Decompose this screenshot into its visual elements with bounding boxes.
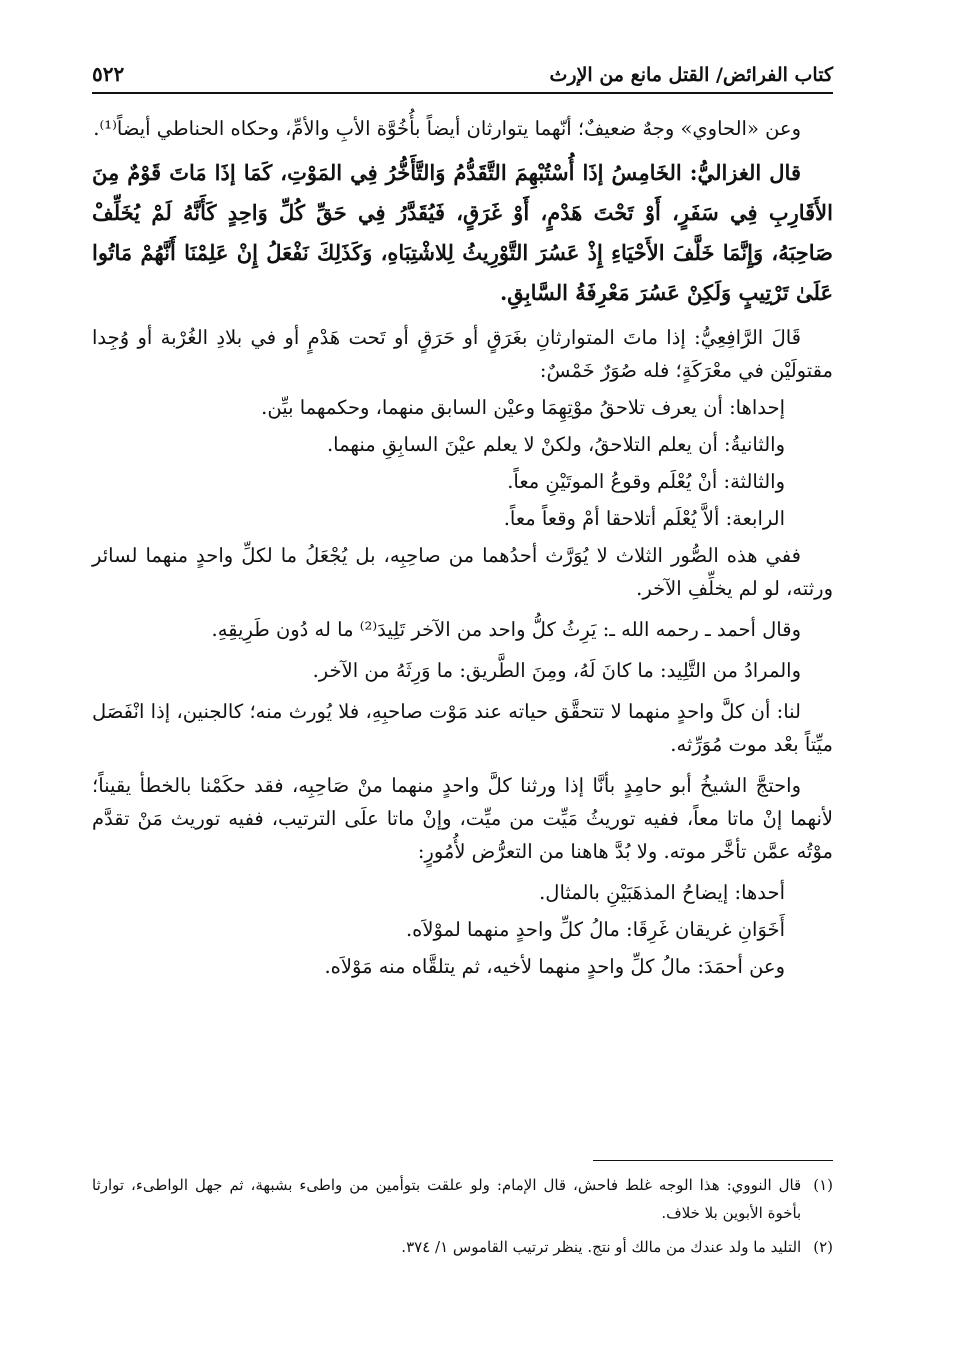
- footnote-marker: (٢): [813, 1238, 833, 1256]
- paragraph-our-argument: لنا: أن كلَّ واحدٍ منهما لا تتحقَّق حياته عند مَوْت صاحبِهِ، فلا يُورث منه؛ كالجنين، إذا انْفَصَل ميِّتاً بعْد موت مُوَرِّثه.: [92, 700, 833, 756]
- paragraph-talid-definition: والمرادُ من التَّلِيد: ما كانَ لَهُ، ومِنَ الطَّريق: ما وَرِثَهُ من الآخر.: [312, 659, 801, 682]
- paragraph-three-cases: ففي هذه الصُّور الثلاث لا يُوَرَّث أحدُهما من صاحِبِه، بل يُجْعَلُ ما لكلِّ واحدٍ منهما لسائر ورثته، لو لم يخلِّفِ الآخر.: [92, 544, 833, 600]
- main-text: [92, 112, 833, 987]
- footnote-item: [92, 1171, 833, 1227]
- page-number: ٥٢٢: [92, 62, 125, 86]
- paragraph-ghazali: قال الغزاليُّ: الخَامِسُ إذَا أُسْتُبْهِمَ التَّقَدُّمُ وَالتَّأَخُّرُ فِي المَوْتِ، كَمَا إذَا مَاتَ قَوْمٌ مِنَ الأَقَارِبِ فِي سَفَرٍ، أَوْ تَحْتَ هَدْمٍ، أَوْ غَرَقٍ، فَيُقَدَّرُ فِي حَقِّ كُلِّ وَاحِدٍ كَأَنَّهُ لَمْ يُخَلِّفْ صَاحِبَهُ، وَإِنَّمَا خَلَّفَ الأَحْيَاءِ إِذْ عَسُرَ التَّوْرِيثُ لِلاشْتِبَاهِ، وَكَذَلِكَ نَفْعَلُ إِنْ عَلِمْنَا أَنَّهُمْ مَاتُوا عَلَىٰ تَرْتِيبٍ وَلَكِنْ عَسُرَ مَعْرِفَةُ السَّابِقِ.: [92, 160, 833, 305]
- footnote-text: التليد ما ولد عندك من مالك أو نتج. ينظر ترتيب القاموس ١/ ٣٧٤.: [401, 1238, 802, 1256]
- footnote-divider: [593, 1160, 833, 1161]
- list-item-third-case: والثالثة: أنْ يُعْلَم وقوعُ الموتَيْنِ معاً.: [507, 470, 785, 493]
- list-item-example-heading: أحدها: إيضاحُ المذهَبَيْنِ بالمثال.: [539, 881, 785, 904]
- paragraph-abu-hamid: واحتجَّ الشيخُ أبو حامِدٍ بأنَّا إذا ورثنا كلَّ واحدٍ منهما منْ صَاحِبِه، فقد حكَمْنا بالخطأ يقيناً؛ لأنهما إنْ ماتا معاً، ففيه توريثُ مَيِّت من ميِّت، وإنْ ماتا علَى الترتيب، ففيه توريث مَنْ تقدَّم موْتُه عمَّن تأخَّر موته. ولا بُدَّ هاهنا من التعرُّض لأُمُورٍ:: [92, 774, 833, 863]
- list-item-drowned-brothers: أَخَوَانِ غريقان غَرِقَا: مالُ كلِّ واحدٍ منهما لموْلاَه.: [405, 918, 785, 941]
- page-header: [92, 50, 833, 94]
- footnote-text: قال النووي: هذا الوجه غلط فاحش، قال الإمام: ولو علقت بتوأمين من واطىء بشبهة، ثم جهل الواطىء، توارثا بأخوة الأبوين بلا خلاف.: [92, 1176, 802, 1222]
- footnotes: [92, 1160, 833, 1267]
- paragraph-ahmad: وقال أحمد ـ رحمه الله ـ: يَرِثُ كلُّ واحد من الآخر تَلِيدَ⁽²⁾ ما له دُون طَرِيقِهِ.: [211, 618, 801, 641]
- list-item-ahmad-view: وعن أحمَدَ: مالُ كلِّ واحدٍ منهما لأخيه، ثم يتلقَّاه منه مَوْلاَه.: [324, 955, 785, 978]
- footnote-marker: (١): [813, 1176, 833, 1194]
- running-title: كتاب الفرائض/ القتل مانع من الإرث: [549, 64, 833, 86]
- list-item-second-case: والثانيةُ: أن يعلم التلاحقُ، ولكنْ لا يعلم عيْنَ السابِقِ منهما.: [326, 433, 785, 456]
- footnote-item: [92, 1233, 833, 1261]
- list-item-first-case: إحداها: أن يعرف تلاحقُ موْتِهِمَا وعيْن السابق منهما، وحكمهما بيِّن.: [261, 396, 785, 419]
- paragraph-rafii: قَالَ الرَّافِعِيُّ: إذا ماتَ المتوارثانِ بغَرَقٍ أو حَرَقٍ أو تَحت هَدْمٍ أو في بلادِ الغُرْبة أو وُجِدا مقتولَيْن في معْرَكَةٍ؛ فله صُوَرٌ خَمْسٌ:: [92, 326, 833, 382]
- paragraph-hawi: وعن «الحاوي» وجهٌ ضعيفٌ؛ أنّهما يتوارثان أيضاً بأُخُوَّة الأبِ والأمِّ، وحكاه الحناطي أيضاً⁽¹⁾.: [93, 117, 801, 140]
- list-item-fourth-case: الرابعة: ألاَّ يُعْلَم أتلاحقا أمْ وقعاً معاً.: [503, 507, 785, 530]
